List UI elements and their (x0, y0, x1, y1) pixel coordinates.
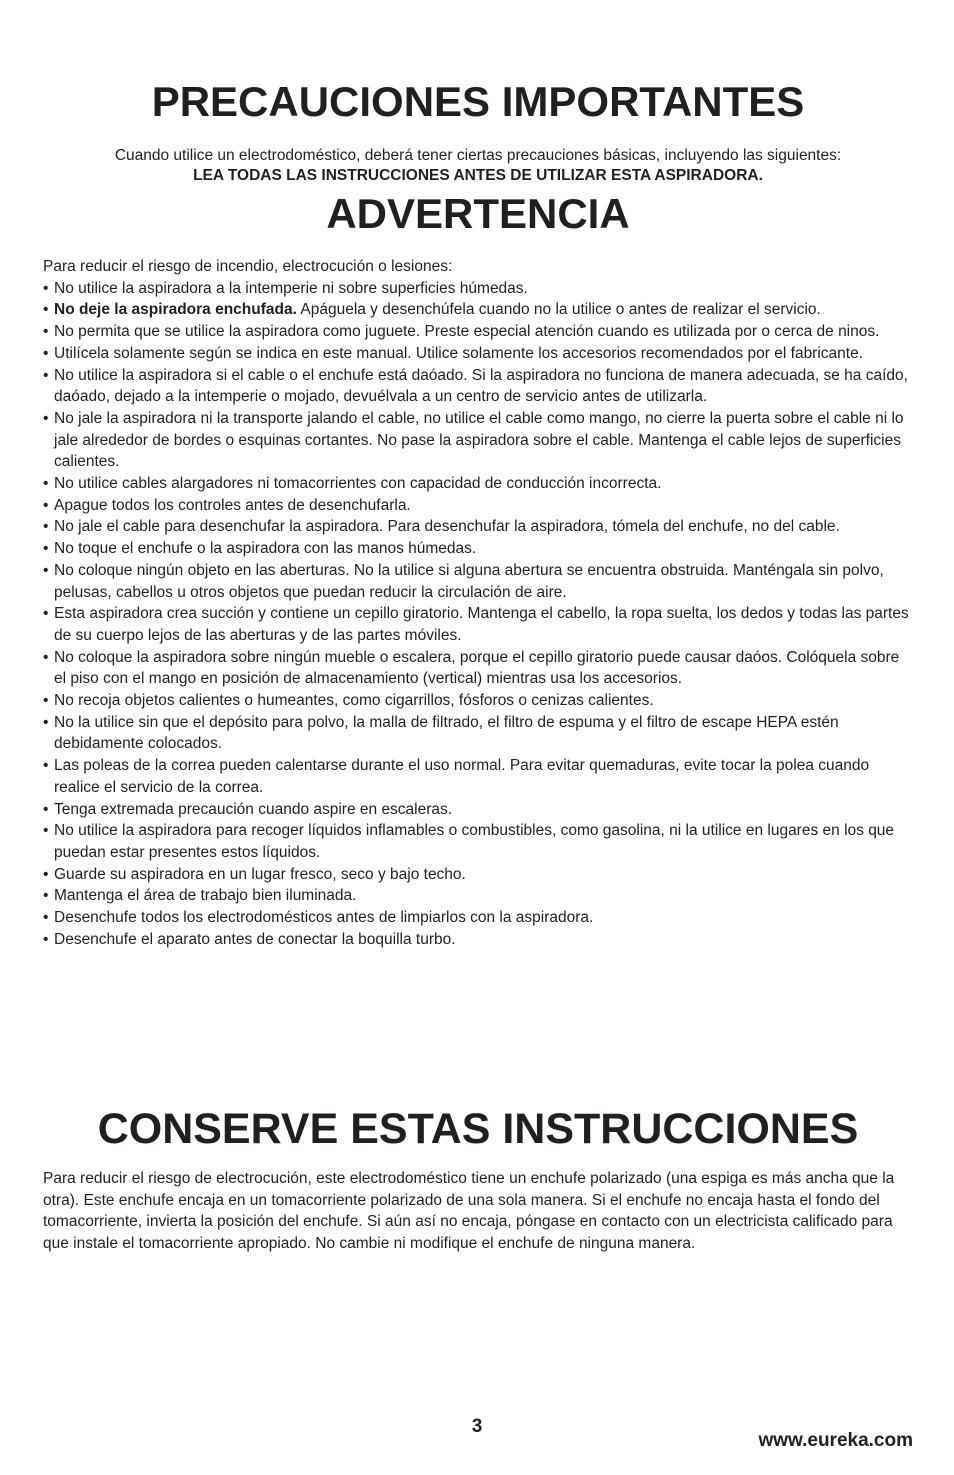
warning-item-text: No coloque la aspiradora sobre ningún mueble o escalera, porque el cepillo giratorio puede causar daóos. Colóquela sobre el piso con el mango en posición de almacenamiento (vertical) mientras usa los accesorios. (54, 648, 900, 688)
warning-item-text: No permita que se utilice la aspiradora como juguete. Preste especial atención cuando es utilizada por o cerca de ninos. (54, 323, 880, 341)
warning-item-text: No coloque ningún objeto en las aberturas. No la utilice si alguna abertura se encuentra obstruida. Manténgala sin polvo, pelusas, cabellos u otros objetos que puedan reducir la circulación de aire. (54, 561, 884, 601)
title-precautions: PRECAUCIONES IMPORTANTES (151, 78, 805, 125)
warning-item-text: No jale la aspiradora ni la transporte jalando el cable, no utilice el cable como mango, no cierre la puerta sobre el cable ni lo jale alrededor de bordes o esquinas cortantes. No pase la aspiradora sobre el cable. Mantenga el cable lejos de superficies calientes. (54, 409, 904, 471)
warning-item-text: No toque el enchufe o la aspiradora con las manos húmedas. (54, 540, 477, 558)
bullet-icon: • (43, 605, 49, 623)
bullet-icon: • (43, 909, 49, 927)
intro (43, 146, 913, 186)
warning-item-text: Utilícela solamente según se indica en este manual. Utilice solamente los accesorios recomendados por el fabricante. (54, 344, 864, 362)
page-number: 3 (471, 1416, 483, 1437)
warning-lead: Para reducir el riesgo de incendio, electrocución o lesiones: (43, 258, 453, 275)
warning-item-text: Apague todos los controles antes de desenchufarla. (54, 496, 411, 514)
intro-text: Cuando utilice un electrodoméstico, deberá tener ciertas precauciones básicas, incluyendo las siguientes: (114, 147, 842, 164)
bullet-icon: • (43, 279, 49, 297)
warning-item-text: No utilice la aspiradora a la intemperie ni sobre superficies húmedas. (54, 279, 528, 297)
bullet-icon: • (43, 540, 49, 558)
bullet-icon: • (43, 713, 49, 731)
warning-item-text: Esta aspiradora crea succión y contiene un cepillo giratorio. Mantenga el cabello, la ropa suelta, los dedos y todas las partes de su cuerpo lejos de las aberturas y de las partes móviles. (54, 605, 909, 644)
bullet-icon: • (43, 409, 49, 427)
bullet-icon: • (43, 366, 49, 384)
warning-item-text: No jale el cable para desenchufar la aspiradora. Para desenchufar la aspiradora, tómela del enchufe, no del cable. (54, 518, 840, 536)
warning-item (43, 647, 913, 690)
warning-item-text: No utilice cables alargadores ni tomacorrientes con capacidad de conducción incorrecta. (54, 475, 662, 493)
polarized-plug-text: Para reducir el riesgo de electrocución, este electrodoméstico tiene un enchufe polarizado (una espiga es más ancha que la otra). Este enchufe encaja en un tomacorriente polarizado de una sola manera. Si el enchufe no encaja hasta el fondo del tomacorriente, invierta la posición del enchufe. Si aún así no encaja, póngase en contacto con un electricista calificado para que instale el tomacorriente apropiado. No cambie ni modifique el enchufe de ninguna manera. (43, 1170, 895, 1253)
warning-item (43, 408, 913, 473)
bullet-icon: • (43, 496, 49, 514)
warning-item-text: Tenga extremada precaución cuando aspire en escaleras. (54, 800, 453, 818)
warning-item (43, 820, 913, 863)
bullet-icon: • (43, 800, 49, 818)
warning-item (43, 690, 913, 712)
bullet-icon: • (43, 692, 49, 710)
warning-item-text: No utilice la aspiradora para recoger líquidos inflamables o combustibles, como gasolina, ni la utilice en lugares en los que puedan estar presentes estos líquidos. (54, 822, 895, 861)
warning-item (43, 278, 913, 300)
warning-item (43, 365, 913, 408)
warning-item (43, 907, 913, 929)
warning-item (43, 516, 913, 538)
warning-item (43, 885, 913, 907)
bullet-icon: • (43, 757, 49, 775)
bullet-icon: • (43, 518, 49, 536)
bullet-icon: • (43, 323, 49, 341)
warning-item (43, 299, 913, 321)
warning-item (43, 864, 913, 886)
website-link[interactable]: www.eureka.com (758, 1430, 913, 1451)
title-warning: ADVERTENCIA (326, 190, 630, 237)
bullet-icon: • (43, 865, 49, 883)
bullet-icon: • (43, 930, 49, 948)
bullet-icon: • (43, 475, 49, 493)
intro-bold-text: LEA TODAS LAS INSTRUCCIONES ANTES DE UTILIZAR ESTA ASPIRADORA. (193, 167, 763, 184)
warning-item (43, 712, 913, 755)
warning-item-text: Las poleas de la correa pueden calentarse durante el uso normal. Para evitar quemaduras, evite tocar la polea cuando realice el servicio de la correa. (54, 757, 870, 796)
warning-item-bold: No deje la aspiradora enchufada. (54, 301, 297, 319)
bullet-icon: • (43, 822, 49, 840)
bullet-icon: • (43, 648, 49, 666)
warning-item-text: No utilice la aspiradora si el cable o el enchufe está daóado. Si la aspiradora no funciona de manera adecuada, se ha caído, daóado, dejado a la intemperie o mojado, devuélvala a un centro de servicio antes de utilizarla. (54, 366, 908, 406)
warning-item (43, 799, 913, 821)
warning-list (43, 278, 913, 951)
warning-item (43, 343, 913, 365)
warning-item (43, 495, 913, 517)
warning-item (43, 560, 913, 603)
warning-item (43, 473, 913, 495)
bullet-icon: • (43, 887, 49, 905)
warning-item-text: Guarde su aspiradora en un lugar fresco, seco y bajo techo. (54, 865, 466, 883)
bullet-icon: • (43, 344, 49, 362)
warning-item-text: Mantenga el área de trabajo bien iluminada. (54, 887, 357, 905)
warning-item-text: Desenchufe el aparato antes de conectar la boquilla turbo. (54, 930, 456, 948)
warning-item-text: No la utilice sin que el depósito para polvo, la malla de filtrado, el filtro de espuma y el filtro de escape HEPA estén debidamente colocados. (54, 713, 839, 753)
warning-item-text: Desenchufe todos los electrodomésticos antes de limpiarlos con la aspiradora. (54, 909, 594, 927)
warning-section (43, 256, 913, 951)
warning-item (43, 538, 913, 560)
title-save-instructions: CONSERVE ESTAS INSTRUCCIONES (97, 1105, 859, 1153)
warning-item (43, 755, 913, 798)
bullet-icon: • (43, 561, 49, 579)
warning-item (43, 321, 913, 343)
warning-item (43, 603, 913, 646)
warning-item-text: No recoja objetos calientes o humeantes, como cigarrillos, fósforos o cenizas calientes. (54, 692, 654, 710)
warning-item-text: Apáguela y desenchúfela cuando no la utilice o antes de realizar el servicio. (296, 301, 821, 319)
bullet-icon: • (43, 301, 49, 319)
warning-item (43, 929, 913, 951)
